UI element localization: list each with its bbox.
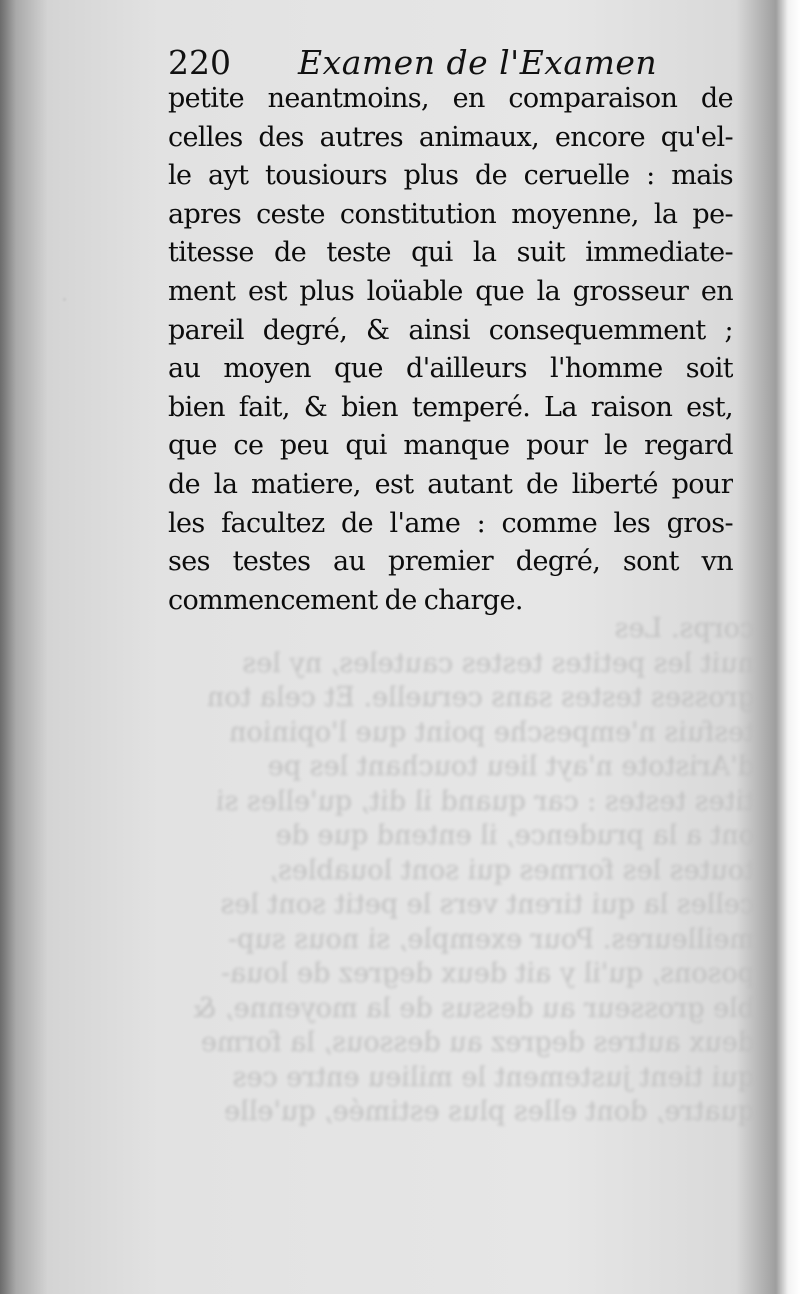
text-line: celles des autres animaux, encore qu'el- (168, 121, 733, 153)
text-line: ses testes au premier degré, sont vn (168, 546, 733, 578)
text-line: le ayt tousiours plus de ceruelle : mais (168, 160, 733, 192)
text-line: titesse de teste qui la suit immediate- (168, 237, 733, 269)
text-line: de la matiere, est autant de liberté pour (168, 468, 733, 500)
text-line: pareil degré, & ainsi consequemment ; (168, 314, 733, 346)
text-line: apres ceste constitution moyenne, la pe- (168, 198, 733, 230)
text-line: que ce peu qui manque pour le regard (168, 430, 733, 462)
text-line: au moyen que d'ailleurs l'homme soit (168, 353, 733, 385)
text-line: petite neantmoins, en comparaison de (168, 83, 733, 114)
show-through-area: corps. Les nuit les petites testes cauteles, ny les grosses testes sans ceruelle. Et cela ton tesfuis n'empesche point que l'opinion d'Aristote n'ayt lieu touchant les pe tites testes : car quand il dit, qu'elles si ont a la prudence, il entend que de toutes les formes qui sont louables, celles la qui tirent vers le petit sont les meilleures. Pour exemple, si nous sup- posons, qu'il y ait deux degrez de loua- ble grosseur au dessus de la moyenne, & deux autres degrez au dessous, la forme qui tient justement le milieu entre ces quatre, dont elles plus estimée, qu'elle (192, 613, 755, 1127)
body-text (168, 80, 733, 620)
text-line: ment est plus loüable que la grosseur en (168, 275, 733, 307)
running-head: Examen de l'Examen (298, 43, 658, 82)
text-line: bien fait, & bien temperé. La raison est, (168, 391, 733, 423)
text-line: commencement de charge. (168, 584, 523, 616)
page-number: 220 (168, 43, 231, 82)
text-line: les facultez de l'ame : comme les gros- (168, 507, 733, 539)
margin-mark: · (62, 290, 68, 309)
